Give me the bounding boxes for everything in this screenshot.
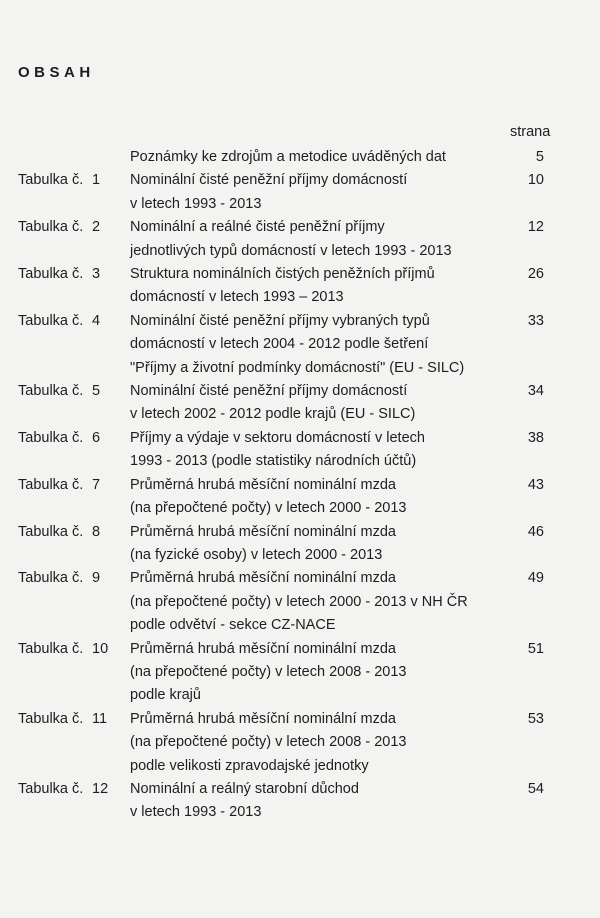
entry-title: [130, 216, 500, 263]
entry-title-line: Průměrná hrubá měsíční nominální mzda: [130, 476, 396, 493]
toc-entry[interactable]: [0, 778, 600, 825]
entry-page-number: 12: [527, 219, 544, 236]
entry-page-number: 43: [527, 476, 544, 493]
entry-page-number: 5: [535, 149, 544, 165]
entry-number: 4: [92, 312, 101, 329]
entry-title-line: domácností v letech 1993 – 2013: [130, 289, 344, 306]
entry-label: Tabulka č.: [18, 429, 84, 446]
entry-label: Tabulka č.: [18, 570, 84, 587]
entry-title: [130, 263, 500, 310]
entry-page-number: 46: [527, 523, 544, 540]
entry-title-line: Nominální čisté peněžní příjmy domácností: [130, 172, 408, 189]
page-column-label: strana: [510, 124, 551, 140]
entry-title-line: (na přepočtené počty) v letech 2008 - 2013: [130, 663, 407, 680]
entry-page-number: 53: [527, 710, 544, 727]
toc-entry[interactable]: [0, 146, 600, 169]
entry-title-line: podle odvětví - sekce CZ-NACE: [130, 617, 336, 634]
entry-title-line: Nominální a reálný starobní důchod: [130, 780, 359, 797]
entry-number: 5: [92, 383, 101, 400]
entry-title: [130, 638, 500, 708]
entry-title-line: (na přepočtené počty) v letech 2000 - 2013 v NH ČR: [130, 593, 468, 610]
entry-label: Tabulka č.: [18, 219, 84, 236]
toc-entry[interactable]: [0, 708, 600, 778]
toc-entry[interactable]: [0, 521, 600, 568]
entry-label: Tabulka č.: [18, 172, 84, 189]
table-of-contents: [0, 146, 600, 825]
entry-number: 1: [92, 172, 101, 189]
entry-title: [130, 169, 500, 216]
toc-entry[interactable]: [0, 567, 600, 637]
entry-page-number: 38: [527, 429, 544, 446]
entry-title: [130, 567, 500, 637]
toc-entry[interactable]: [0, 380, 600, 427]
entry-title-line: 1993 - 2013 (podle statistiky národních účtů): [130, 453, 417, 470]
entry-number: 3: [92, 266, 101, 283]
entry-title-line: (na přepočtené počty) v letech 2008 - 2013: [130, 734, 407, 751]
entry-label: Tabulka č.: [18, 523, 84, 540]
entry-number: 10: [92, 640, 109, 657]
entry-title-line: Nominální čisté peněžní příjmy vybraných typů: [130, 312, 430, 329]
entry-title-line: podle velikosti zpravodajské jednotky: [130, 757, 369, 774]
entry-page-number: 10: [527, 172, 544, 189]
entry-label: Tabulka č.: [18, 383, 84, 400]
entry-title-line: Průměrná hrubá měsíční nominální mzda: [130, 523, 396, 540]
entry-title-line: Průměrná hrubá měsíční nominální mzda: [130, 570, 396, 587]
entry-number: 11: [92, 710, 108, 727]
entry-title: [130, 310, 500, 380]
entry-title: [130, 521, 500, 568]
entry-title-line: Průměrná hrubá měsíční nominální mzda: [130, 710, 396, 727]
entry-title-line: domácností v letech 2004 - 2012 podle šetření: [130, 336, 429, 353]
entry-page-number: 34: [527, 383, 544, 400]
toc-entry[interactable]: [0, 474, 600, 521]
entry-title-line: (na přepočtené počty) v letech 2000 - 2013: [130, 500, 407, 517]
entry-title-line: v letech 1993 - 2013: [130, 804, 262, 821]
entry-title-line: Nominální a reálné čisté peněžní příjmy: [130, 219, 385, 236]
entry-page-number: 26: [527, 266, 544, 283]
entry-label: Tabulka č.: [18, 640, 84, 657]
entry-title-line: v letech 2002 - 2012 podle krajů (EU - SILC): [130, 406, 416, 423]
entry-label: Tabulka č.: [18, 476, 84, 493]
entry-title: [130, 778, 500, 825]
entry-page-number: 54: [527, 780, 544, 797]
toc-entry[interactable]: [0, 310, 600, 380]
toc-entry[interactable]: [0, 169, 600, 216]
page-title: OBSAH: [18, 64, 95, 81]
entry-page-number: 49: [527, 570, 544, 587]
toc-entry[interactable]: [0, 263, 600, 310]
entry-number: 9: [92, 570, 101, 587]
entry-title: [130, 708, 500, 778]
entry-title: [130, 380, 500, 427]
entry-label: Tabulka č.: [18, 710, 84, 727]
toc-entry[interactable]: [0, 427, 600, 474]
entry-title-line: "Příjmy a životní podmínky domácností" (EU - SILC): [130, 359, 465, 376]
toc-entry[interactable]: [0, 216, 600, 263]
entry-title: [130, 427, 500, 474]
entry-title-line: Poznámky ke zdrojům a metodice uváděných dat: [130, 149, 446, 165]
entry-title: [130, 146, 500, 169]
entry-number: 7: [92, 476, 101, 493]
entry-page-number: 33: [527, 312, 544, 329]
entry-page-number: 51: [527, 640, 544, 657]
entry-number: 2: [92, 219, 101, 236]
entry-number: 8: [92, 523, 101, 540]
toc-entry[interactable]: [0, 638, 600, 708]
entry-label: Tabulka č.: [18, 312, 84, 329]
entry-title-line: podle krajů: [130, 687, 201, 704]
entry-title-line: v letech 1993 - 2013: [130, 195, 262, 212]
entry-title-line: Příjmy a výdaje v sektoru domácností v letech: [130, 429, 425, 446]
entry-title-line: Struktura nominálních čistých peněžních příjmů: [130, 266, 435, 283]
entry-label: Tabulka č.: [18, 266, 84, 283]
entry-label: Tabulka č.: [18, 780, 84, 797]
entry-number: 12: [92, 780, 109, 797]
entry-title-line: Nominální čisté peněžní příjmy domácností: [130, 383, 408, 400]
entry-title-line: Průměrná hrubá měsíční nominální mzda: [130, 640, 396, 657]
entry-title: [130, 474, 500, 521]
entry-title-line: (na fyzické osoby) v letech 2000 - 2013: [130, 546, 383, 563]
entry-title-line: jednotlivých typů domácností v letech 1993 - 2013: [130, 242, 452, 259]
entry-number: 6: [92, 429, 101, 446]
